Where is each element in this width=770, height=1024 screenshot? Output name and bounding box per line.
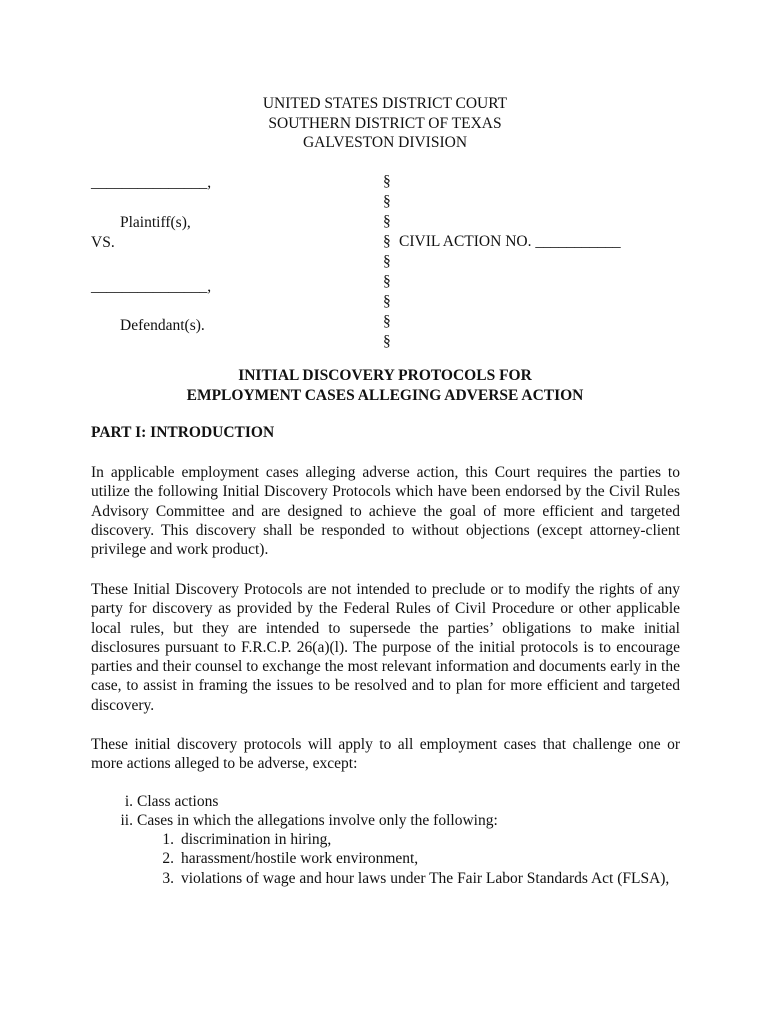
list-item-number: ii.: [120, 812, 133, 830]
defendant-label: Defendant(s).: [120, 317, 205, 334]
title-line-2: EMPLOYMENT CASES ALLEGING ADVERSE ACTION: [186, 387, 584, 404]
list-item-number: 3.: [162, 869, 174, 887]
document-title: [0, 366, 770, 406]
title-line-1: INITIAL DISCOVERY PROTOCOLS FOR: [238, 367, 532, 384]
plaintiff-blank: _______________,: [91, 174, 212, 191]
list-item-text: violations of wage and hour laws under The Fair Labor Standards Act (FLSA),: [181, 869, 670, 887]
exceptions-list: [91, 792, 680, 831]
versus-label: VS.: [91, 234, 115, 251]
section-symbol: §: [383, 313, 391, 330]
list-item: [91, 849, 680, 868]
part-one-heading: PART I: INTRODUCTION: [91, 424, 275, 441]
list-item-text: Class actions: [137, 793, 219, 810]
section-symbol: §: [383, 233, 391, 250]
paragraph-purpose: These Initial Discovery Protocols are not intended to preclude or to modify the rights of any party for discovery as provided by the Federal Rules of Civil Procedure or other applicable local rules, but they are intended to supersede the parties’ obligations to make initial disclosures pursuant to F.R.C.P. 26(a)(l). The purpose of the initial protocols is to encourage parties and their counsel to exchange the most relevant information and documents early in the case, to assist in framing the issues to be resolved and to plan for more efficient and targeted discovery.: [91, 581, 680, 714]
section-symbol: §: [383, 193, 391, 210]
plaintiff-label: Plaintiff(s),: [120, 214, 191, 231]
list-item-text: harassment/hostile work environment,: [181, 850, 419, 868]
list-item-text: discrimination in hiring,: [181, 831, 332, 848]
court-header: [0, 94, 770, 153]
section-symbol: §: [383, 333, 391, 350]
list-item-text: Cases in which the allegations involve only the following:: [137, 812, 498, 830]
defendant-blank: _______________,: [91, 278, 212, 295]
list-item-number: 1.: [162, 831, 174, 848]
list-item: [91, 792, 680, 811]
list-item-number: 2.: [162, 850, 174, 868]
list-item-number: i.: [124, 793, 133, 810]
list-item: [91, 869, 680, 888]
list-item: [91, 811, 680, 830]
section-symbol: §: [383, 273, 391, 290]
list-item: [91, 830, 680, 849]
civil-action-number: CIVIL ACTION NO. ___________: [399, 233, 621, 250]
court-district: SOUTHERN DISTRICT OF TEXAS: [268, 114, 502, 132]
court-division: GALVESTON DIVISION: [302, 134, 468, 151]
section-symbol: §: [383, 293, 391, 310]
paragraph-intro: In applicable employment cases alleging adverse action, this Court requires the parties to utilize the following Initial Discovery Protocols which have been endorsed by the Civil Rules Advisory Committee and are designed to achieve the goal of more efficient and targeted discovery. This discovery shall be responded to without objections (except attorney-client privilege and work product).: [91, 464, 680, 559]
section-symbol: §: [383, 213, 391, 230]
paragraph-scope: These initial discovery protocols will apply to all employment cases that challenge one or more actions alleged to be adverse, except:: [91, 736, 680, 773]
section-symbol: §: [383, 253, 391, 270]
sub-exceptions-list: [91, 830, 680, 888]
section-symbol: §: [383, 173, 391, 190]
court-name: UNITED STATES DISTRICT COURT: [262, 95, 508, 112]
